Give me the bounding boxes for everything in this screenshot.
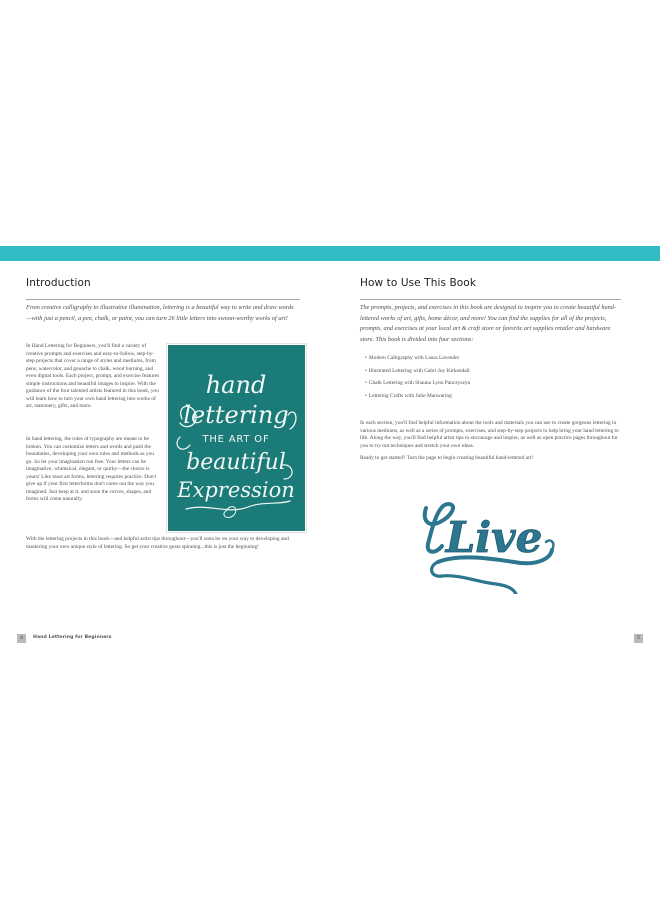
running-head: Hand Lettering for Beginners: [33, 635, 112, 640]
folio-left: 4: [17, 634, 26, 643]
intro-paragraph-3-text: With the lettering projects in this book—and helpful artist tips throughout—you'll soon be on your way to developing and mastering your own unique style of lettering. So get your creative gears spinning...this is just the beginning!: [26, 536, 289, 550]
section-label: Lettering Crafts with Julie Manwaring: [368, 392, 452, 399]
page-title-how-to-use: How to Use This Book: [360, 277, 477, 289]
section-list: [365, 355, 470, 405]
intro-lede: From creative calligraphy to illustrative illumination, lettering is a beautiful way to write and draw words—with just a pencil, a pen, chalk, or paint, you can turn 26 little letters into swoon-worthy works of art!: [26, 304, 294, 322]
hand-lettering-artwork: [168, 345, 305, 531]
section-list-item: [365, 355, 470, 368]
how-to-paragraph-2: Ready to get started? Turn the page to begin creating beautiful hand-lettered art!: [360, 455, 534, 461]
how-to-lede: The prompts, projects, and exercises in this book are designed to inspire you to create beautiful hand-lettered works of art, gifts, home décor, and more! You can find the supplies for all of the projects, prompts, and exercises at your local art & craft store or favorite art supplies retailer and hardware store. This book is divided into four sections:: [360, 304, 617, 343]
page-title-introduction: Introduction: [26, 277, 91, 289]
bullet-icon: •: [365, 367, 367, 374]
live-lettering-artwork: [418, 498, 560, 594]
section-label: Illustrated Lettering with Gabri Joy Kirkendall: [368, 367, 470, 374]
bullet-icon: •: [365, 355, 367, 361]
bullet-icon: •: [365, 380, 367, 386]
bullet-icon: •: [365, 392, 367, 399]
intro-paragraph-3: [26, 536, 298, 551]
hand-lettering-artwork-svg: [168, 345, 305, 531]
how-to-paragraph-1: In each section, you'll find helpful information about the tools and materials you can use to create gorgeous lettering in various mediums, as well as a series of prompts, exercises, and step-by-step projects to help bring your hand lettering to life. Along the way, you'll find helpful artist tips to encourage and inspire, as well as open practice pages throughout for you to try out techniques and stretch your own ideas.: [360, 420, 619, 449]
section-label: Modern Calligraphy with Laura Lavender: [368, 355, 460, 361]
section-label: Chalk Lettering with Shauna Lynn Panczyszyn: [368, 380, 471, 386]
artwork-word-hand: hand: [205, 371, 267, 399]
section-list-item: [365, 368, 470, 381]
artwork-word-beautiful: beautiful: [186, 450, 286, 475]
artwork-word-expression: Expression: [177, 478, 295, 502]
section-list-item: [365, 380, 470, 393]
title-rule: [360, 299, 621, 300]
header-color-bar: [0, 246, 660, 261]
live-lettering-svg: [418, 498, 560, 594]
live-word: Live: [445, 513, 543, 562]
intro-paragraph-1: In Hand Lettering for Beginners, you'll find a variety of creative prompts and exercises and easy-to-follow, step-by-step projects that cover a range of styles and mediums, from pens, watercolor, and gouache to chalk, wood burning, and even digital tools. Each project, prompt, and exercise features simple instructions and beautiful images to inspire. With the guidance of the four talented artists featured in this book, you will learn how to turn your own hand lettering into works of art, stationery, gifts, and more.: [26, 343, 160, 410]
folio-right: 5: [634, 634, 643, 643]
artwork-word-the-art-of: THE ART OF: [202, 434, 270, 445]
title-rule: [26, 299, 300, 300]
artwork-word-lettering: lettering: [183, 401, 289, 429]
section-list-item: [365, 393, 470, 406]
intro-paragraph-2: In hand lettering, the rules of typography are meant to be broken. You can customize letters and words and push the boundaries, developing your own rules and methods as you go. So let your imagination run free. Your letters can be imaginative, whimsical, elegant, or quirky—the choice is yours! Like most art forms, lettering requires practice. Don't give up if your first letterforms don't come out the way you imagined. Just keep at it, and soon the curves, shapes, and forms will come naturally.: [26, 436, 157, 503]
